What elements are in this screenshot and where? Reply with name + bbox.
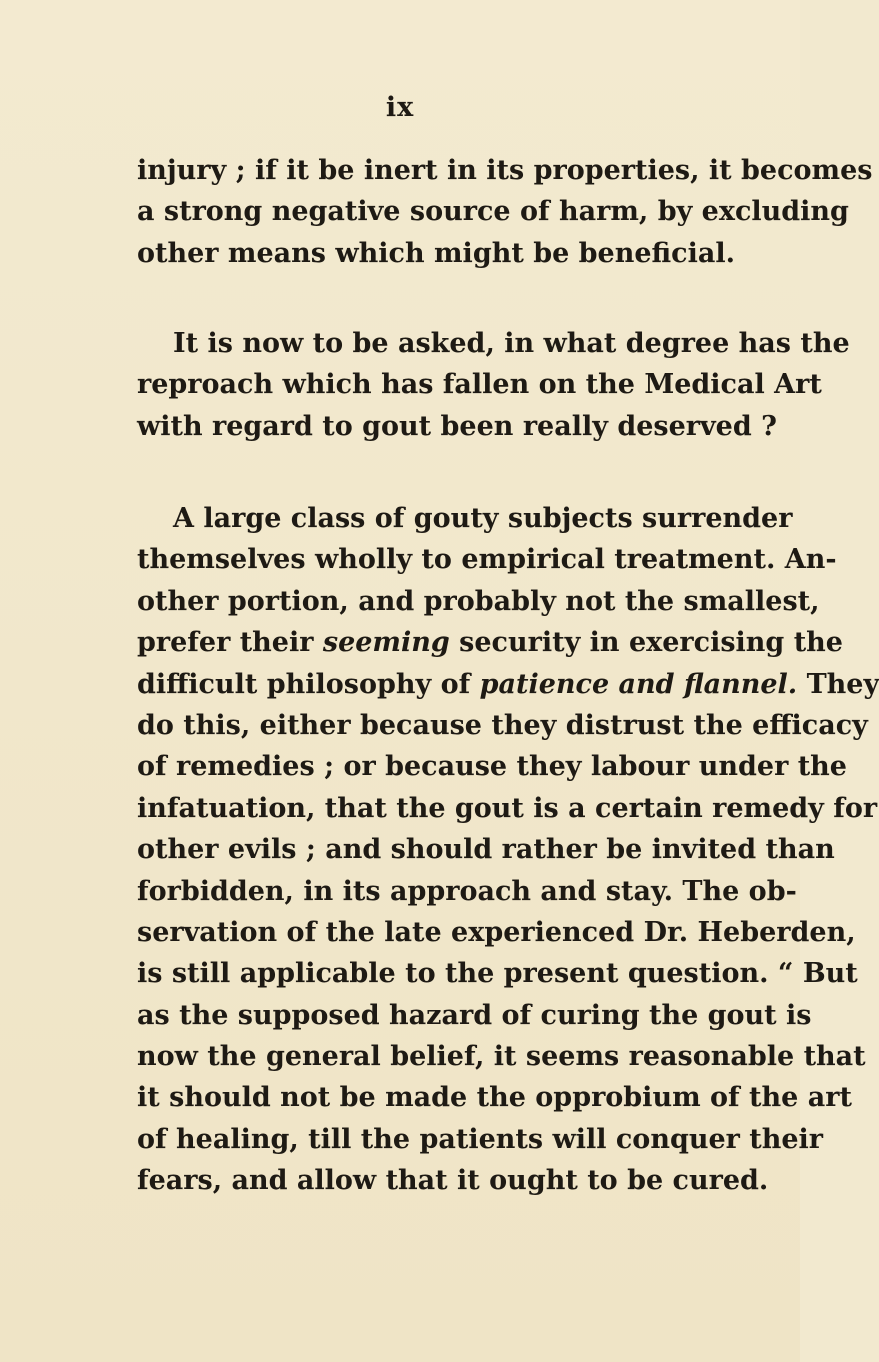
text-line: is still applicable to the present question. “ But [137, 958, 858, 990]
text-line [137, 622, 843, 663]
paragraph-3 [137, 498, 879, 1202]
text-line: fears, and allow that it ought to be cured. [137, 1165, 769, 1197]
italic-text: patience and flannel. [479, 668, 798, 700]
text-line: of remedies ; or because they labour under the [137, 751, 847, 783]
text-run: They [797, 668, 879, 700]
text-line: themselves wholly to empirical treatment. An- [137, 544, 837, 576]
text-line: It is now to be asked, in what degree has the [173, 328, 850, 359]
text-line [137, 664, 879, 705]
text-line: do this, either because they distrust the efficacy [137, 709, 868, 741]
text-line: of healing, till the patients will conquer their [137, 1123, 824, 1155]
text-run: security in exercising the [449, 627, 843, 659]
text-line: forbidden, in its approach and stay. The ob- [137, 875, 797, 907]
text-line: it should not be made the opprobium of the art [137, 1082, 852, 1114]
text-line: other portion, and probably not the smallest, [137, 585, 820, 617]
page-number: ix [385, 92, 415, 123]
paragraph-2 [137, 323, 850, 447]
text-line: A large class of gouty subjects surrender [173, 503, 793, 534]
text-run: difficult philosophy of [137, 668, 480, 700]
italic-text: seeming [322, 627, 450, 659]
text-line: with regard to gout been really deserved ? [137, 410, 777, 442]
text-line: now the general belief, it seems reasonable that [137, 1041, 866, 1073]
text-line: injury ; if it be inert in its properties, it becomes [137, 155, 873, 186]
text-line: servation of the late experienced Dr. Heberden, [137, 916, 856, 948]
paragraph-1 [137, 150, 873, 274]
text-line: reproach which has fallen on the Medical Art [137, 369, 822, 401]
text-line: as the supposed hazard of curing the gout is [137, 999, 812, 1031]
text-run: prefer their [137, 627, 323, 659]
text-line: infatuation, that the gout is a certain remedy for [137, 792, 878, 824]
text-line: other means which might be beneficial. [137, 237, 735, 269]
text-line: a strong negative source of harm, by excluding [137, 196, 849, 228]
text-line: other evils ; and should rather be invited than [137, 834, 835, 866]
